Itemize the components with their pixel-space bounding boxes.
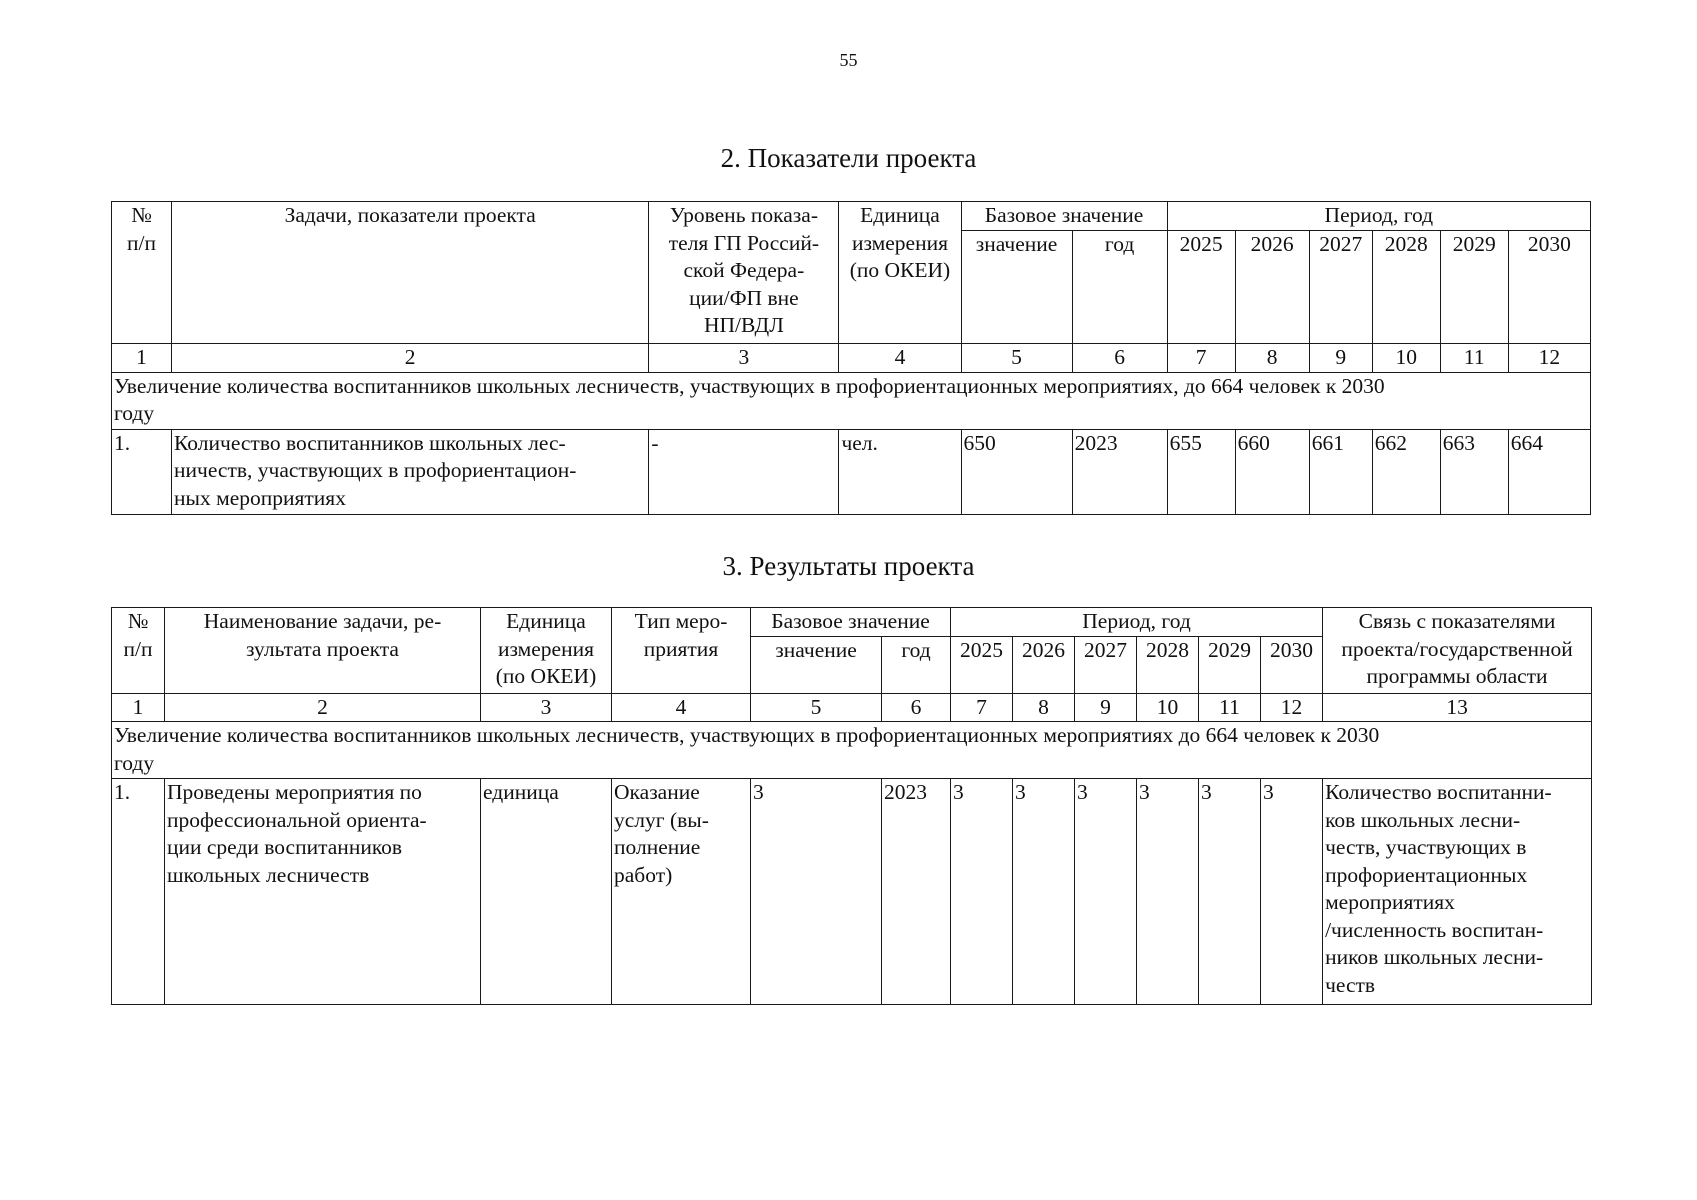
header-unit-line: измерения (497, 636, 595, 661)
row-name (165, 779, 481, 1005)
table-row (112, 779, 1592, 1005)
table-row (112, 429, 1591, 514)
row-link-line: честв (1325, 972, 1376, 997)
row-value-2030: 664 (1508, 429, 1590, 514)
row-unit: единица (481, 779, 612, 1005)
header-name-line: зультата проекта (246, 636, 399, 661)
column-number-row (112, 343, 1591, 372)
header-type (612, 608, 751, 694)
row-type-line: полнение (614, 835, 701, 859)
section-title-results: 3. Результаты проекта (722, 551, 975, 581)
row-link-line: ников школьных лесни- (1325, 945, 1544, 969)
header-unit-line: Единица (860, 203, 940, 227)
row-type-line: работ) (614, 862, 673, 887)
header-year-2027: 2027 (1075, 636, 1137, 693)
header-unit-line: Единица (506, 609, 586, 633)
row-base-value: 650 (961, 429, 1072, 514)
header-type-line: Тип меро- (634, 609, 728, 633)
header-year-2026: 2026 (1013, 636, 1075, 693)
row-name-line: Количество воспитанников школьных лес- (174, 430, 566, 455)
col-number: 10 (1137, 693, 1199, 722)
row-type (612, 779, 751, 1005)
header-num-line: № (131, 203, 152, 227)
row-value-2026: 3 (1013, 779, 1075, 1005)
header-level-line: Уровень показа- (669, 203, 818, 227)
col-number: 12 (1508, 343, 1590, 372)
group-row-line: году (114, 401, 155, 425)
col-number: 11 (1440, 343, 1508, 372)
header-year-2030: 2030 (1261, 636, 1323, 693)
col-number: 1 (112, 343, 172, 372)
header-link-line: Связь с показателями (1358, 609, 1556, 633)
header-name-line: Наименование задачи, ре- (203, 609, 442, 633)
col-number: 5 (751, 693, 882, 722)
row-name-line: профессиональной ориента- (167, 807, 427, 832)
row-value-2029: 3 (1199, 779, 1261, 1005)
header-link-line: программы области (1366, 664, 1548, 688)
col-number: 11 (1199, 693, 1261, 722)
header-level (649, 202, 839, 344)
header-name (165, 608, 481, 694)
header-year-2028: 2028 (1137, 636, 1199, 693)
group-row-text (112, 722, 1592, 779)
row-link-line: мероприятиях (1325, 890, 1455, 914)
header-tasks: Задачи, показатели проекта (172, 202, 649, 344)
header-period: Период, год (951, 608, 1323, 637)
header-unit (481, 608, 612, 694)
row-link-line: честв, участвующих в (1325, 835, 1527, 859)
col-number: 12 (1261, 693, 1323, 722)
group-row-text (112, 372, 1591, 429)
group-row-line: Увеличение количества воспитанников школьных лесничеств, участвующих в профориентационных мероприятиях до 664 человек к 2030 (114, 723, 1380, 747)
col-number: 8 (1235, 343, 1309, 372)
group-row-line: году (114, 750, 155, 775)
header-unit-line: (по ОКЕИ) (849, 258, 951, 282)
header-year-2026: 2026 (1235, 230, 1309, 343)
indicators-table (111, 201, 1591, 515)
group-row (112, 722, 1592, 779)
row-base-value: 3 (751, 779, 882, 1005)
row-link (1323, 779, 1592, 1005)
row-value-2025: 655 (1167, 429, 1235, 514)
header-row (112, 202, 1591, 231)
header-value: значение (961, 230, 1072, 343)
row-name-line: школьных лесничеств (167, 862, 370, 887)
header-year-2027: 2027 (1309, 230, 1372, 343)
row-name-line: ции среди воспитанников (167, 835, 403, 859)
header-level-line: ции/ФП вне (689, 285, 799, 310)
section-title-indicators: 2. Показатели проекта (720, 143, 977, 173)
row-type-line: услуг (вы- (614, 807, 709, 832)
row-link-line: ков школьных лесни- (1325, 807, 1521, 832)
header-unit (839, 202, 961, 344)
header-num (112, 202, 172, 344)
header-year: год (1072, 230, 1167, 343)
col-number: 6 (882, 693, 951, 722)
col-number: 4 (612, 693, 751, 722)
row-link-line: Количество воспитанни- (1325, 780, 1552, 804)
header-num-line: № (127, 609, 149, 633)
header-link (1323, 608, 1592, 694)
col-number: 2 (172, 343, 649, 372)
col-number: 13 (1323, 693, 1592, 722)
row-name (172, 429, 649, 514)
header-type-line: приятия (643, 636, 719, 661)
header-row (112, 608, 1592, 637)
header-year-2029: 2029 (1199, 636, 1261, 693)
col-number: 7 (1167, 343, 1235, 372)
header-period: Период, год (1167, 202, 1590, 231)
header-year-2025: 2025 (1167, 230, 1235, 343)
row-num: 1. (112, 779, 165, 1005)
row-unit: чел. (839, 429, 961, 514)
col-number: 10 (1372, 343, 1440, 372)
row-name-line: ничеств, участвующих в профориентацион- (174, 458, 577, 482)
header-year: год (882, 636, 951, 693)
col-number: 1 (112, 693, 165, 722)
col-number: 2 (165, 693, 481, 722)
row-base-year: 2023 (882, 779, 951, 1005)
header-link-line: проекта/государственной (1341, 636, 1573, 661)
row-value-2027: 3 (1075, 779, 1137, 1005)
header-year-2025: 2025 (951, 636, 1013, 693)
header-value: значение (751, 636, 882, 693)
row-value-2028: 662 (1372, 429, 1440, 514)
header-level-line: ской Федера- (683, 258, 805, 282)
row-value-2026: 660 (1235, 429, 1309, 514)
row-value-2025: 3 (951, 779, 1013, 1005)
col-number: 3 (481, 693, 612, 722)
row-num: 1. (112, 429, 172, 514)
header-year-2030: 2030 (1508, 230, 1590, 343)
row-value-2028: 3 (1137, 779, 1199, 1005)
header-year-2029: 2029 (1440, 230, 1508, 343)
row-link-line: /численность воспитан- (1325, 917, 1544, 942)
col-number: 8 (1013, 693, 1075, 722)
header-level-line: теля ГП Россий- (668, 230, 819, 255)
col-number: 9 (1075, 693, 1137, 722)
header-unit-line: (по ОКЕИ) (495, 664, 597, 688)
row-value-2030: 3 (1261, 779, 1323, 1005)
header-num-line: п/п (123, 636, 153, 661)
group-row (112, 372, 1591, 429)
column-number-row (112, 693, 1592, 722)
row-name-line: ных мероприятиях (174, 485, 346, 510)
header-unit-line: измерения (851, 230, 948, 255)
row-name-line: Проведены мероприятия по (167, 780, 422, 804)
col-number: 4 (839, 343, 961, 372)
row-level: - (649, 429, 839, 514)
col-number: 7 (951, 693, 1013, 722)
header-num (112, 608, 165, 694)
header-num-line: п/п (127, 230, 157, 255)
header-year-2028: 2028 (1372, 230, 1440, 343)
col-number: 5 (961, 343, 1072, 372)
group-row-line: Увеличение количества воспитанников школьных лесничеств, участвующих в профориентационных мероприятиях, до 664 человек к 2030 (114, 373, 1385, 398)
header-level-line: НП/ВДЛ (703, 313, 784, 337)
row-type-line: Оказание (614, 780, 700, 804)
page-number: 55 (839, 50, 858, 70)
header-base: Базовое значение (961, 202, 1167, 231)
col-number: 6 (1072, 343, 1167, 372)
row-value-2029: 663 (1440, 429, 1508, 514)
col-number: 3 (649, 343, 839, 372)
row-value-2027: 661 (1309, 429, 1372, 514)
col-number: 9 (1309, 343, 1372, 372)
header-base: Базовое значение (751, 608, 951, 637)
results-table (111, 607, 1592, 1005)
row-base-year: 2023 (1072, 429, 1167, 514)
row-link-line: профориентационных (1325, 862, 1528, 887)
